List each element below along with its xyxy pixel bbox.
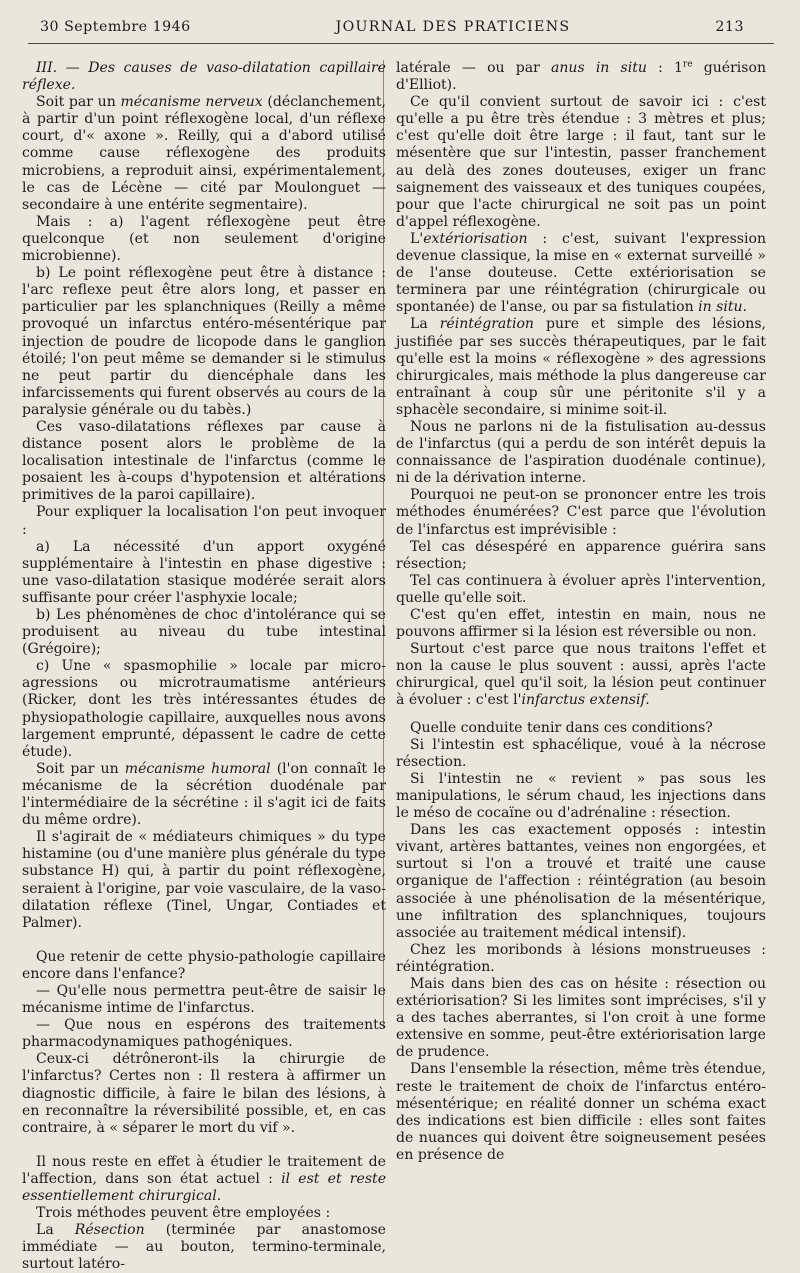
paragraph: Il nous reste en effet à étudier le traitement de l'affection, dans son état actuel : il est et reste essentiellement chirurgical. xyxy=(22,1153,387,1204)
paragraph: Surtout c'est parce que nous traitons l'effet et non la cause le plus souvent : aussi, après l'acte chirurgical, quel qu'il soit, la lésion peut continuer à évoluer : c'est l'infarctus extensif. xyxy=(396,641,766,709)
paragraph: Que retenir de cette physio-pathologie capillaire encore dans l'enfance? xyxy=(22,948,386,982)
paragraph: L'extériorisation : c'est, suivant l'expression devenue classique, la mise en « externat surveillé » de l'anse douteuse. Cette extériorisation se terminera par une réintégration (chirurgicale ou spontanée) de l'anse, ou par sa fistulation in situ. xyxy=(396,230,766,316)
paragraph: Dans les cas exactement opposés : intestin vivant, artères battantes, veines non engorgées, et surtout si l'on a trouvé et traité une cause organique de l'affection : réintégration (au besoin associée à une phénolisation de la mésentérique, une infiltration des splanchniques, toujours associée au traitement médical intensif). xyxy=(396,822,766,941)
paragraph: — Qu'elle nous permettra peut-être de saisir le mécanisme intime de l'infarctus. xyxy=(22,982,386,1017)
issue-date: 30 Septembre 1946 xyxy=(40,19,191,35)
paragraph: Ces vaso-dilatations réflexes par cause à distance posent alors le problème de la localisation intestinale de l'infarctus (comme le posaient les à-coups d'hypotension et altérations primitives de la paroi capillaire). xyxy=(22,418,386,504)
section-heading: III. — Des causes de vaso-dilatation capillaire réflexe. xyxy=(22,60,386,94)
paragraph: Quelle conduite tenir dans ces conditions? xyxy=(410,719,713,736)
paragraph: Pourquoi ne peut-on se prononcer entre les trois méthodes énumérées? C'est parce que l'évolution de l'infarctus est imprévisible : xyxy=(396,487,766,538)
paragraph: Il s'agirait de « médiateurs chimiques » du type histamine (ou d'une manière plus générale du type substance H) qui, à partir du point réflexogène, seraient à l'origine, par voie vasculaire, de la vaso-dilatation réflexe (Tinel, Ungar, Contiades et Palmer). xyxy=(22,829,386,931)
paragraph: C'est qu'en effet, intestin en main, nous ne pouvons affirmer si la lésion est réversible ou non. xyxy=(396,607,766,641)
paragraph: Chez les moribonds à lésions monstrueuses : réintégration. xyxy=(396,941,766,975)
left-column xyxy=(22,60,386,1273)
header-rule xyxy=(28,43,774,44)
right-column xyxy=(396,60,766,1164)
paragraph: Mais : a) l'agent réflexogène peut être quelconque (et non seulement d'origine microbienne). xyxy=(22,213,386,265)
paragraph: Ce qu'il convient surtout de savoir ici : c'est qu'elle a pu être très étendue : 3 mètres et plus; c'est qu'elle doit être large : il faut, tant sur le mésentère que sur l'intestin, passer franchement au delà des zones douteuses, exiger un franc saignement des vaisseaux et des tuniques coupées, pour que l'acte chirurgical ne soit pas un point d'appel réflexogène. xyxy=(396,94,766,230)
page-header xyxy=(40,14,744,40)
paragraph: Nous ne parlons ni de la fistulisation au-dessus de l'infarctus (qui a perdu de son intérêt depuis la connaissance de l'aspiration duodénale continue), ni de la dérivation interne. xyxy=(396,418,766,487)
paragraph: b) Le point réflexogène peut être à distance : l'arc reflexe peut être alors long, et passer en particulier par les splanchniques (Reilly a même provoqué un infarctus entéro-mésentérique par injection de poudre de licopode dans le ganglion étoilé; l'on peut même se demander si le stimulus ne peut partir du diencéphale dans les infarcissements qui furent observés au cours de la paralysie générale ou du tabès.) xyxy=(22,265,386,418)
paragraph: Si l'intestin ne « revient » pas sous les manipulations, le sérum chaud, les injections dans le méso de cocaïne ou d'adrénaline : résection. xyxy=(396,770,766,822)
paragraph: Soit par un mécanisme nerveux (déclanchement, à partir d'un point réflexogène local, d'un réflexe court, d'« axone ». Reilly, qui a d'abord utilisé comme cause réflexogène des produits microbiens, a reproduit ainsi, expérimentalement, le cas de Lécène — cité par Moulonguet — secondaire à une entérite segmentaire). xyxy=(22,94,386,213)
paragraph: Tel cas désespéré en apparence guérira sans résection; xyxy=(396,538,766,572)
paragraph: latérale — ou par anus in situ : 1re guérison d'Elliot). xyxy=(396,59,766,94)
journal-title: JOURNAL DES PRATICIENS xyxy=(335,19,571,35)
paragraph: Mais dans bien des cas on hésite : résection ou extériorisation? Si les limites sont imprécises, s'il y a des taches aberrantes, si l'on croit à une forme extensive en somme, peut-être extériorisation large de prudence. xyxy=(396,975,766,1061)
paragraph: La Résection (terminée par anastomose immédiate — au bouton, termino-terminale, surtout latéro- xyxy=(22,1222,386,1273)
paragraph: Si l'intestin est sphacélique, voué à la nécrose résection. xyxy=(396,736,766,770)
page-number: 213 xyxy=(715,19,744,35)
paragraph: Ceux-ci détrôneront-ils la chirurgie de l'infarctus? Certes non : Il restera à affirmer un diagnostic difficile, à faire le bilan des lésions, à en reconnaître la réversibilité possible, et, en cas contraire, à « séparer le mort du vif ». xyxy=(22,1051,386,1136)
paragraph: b) Les phénomènes de choc d'intolérance qui se produisent au niveau du tube intestinal (Grégoire); xyxy=(22,607,386,658)
paragraph: Trois méthodes peuvent être employées : xyxy=(36,1205,331,1222)
paragraph: Pour expliquer la localisation l'on peut invoquer : xyxy=(22,504,386,538)
paragraph: Soit par un mécanisme humoral (l'on connaît le mécanisme de la sécrétion duodénale par l'intermédiaire de la sécrétine : il s'agit ici de faits du même ordre). xyxy=(22,760,386,829)
paragraph: Tel cas continuera à évoluer après l'intervention, quelle qu'elle soit. xyxy=(396,572,766,606)
paragraph: Dans l'ensemble la résection, même très étendue, reste le traitement de choix de l'infarctus entéro-mésentérique; en réalité donner un schéma exact des indications est bien difficile : elles sont faites de nuances qui doivent être soigneusement pesées en présence de xyxy=(396,1061,766,1163)
paragraph: a) La nécessité d'un apport oxygéné supplémentaire à l'intestin en phase digestive : une vaso-dilatation stasique modérée serait alors suffisante pour créer l'asphyxie locale; xyxy=(22,538,386,606)
paragraph: — Que nous en espérons des traitements pharmacodynamiques pathogéniques. xyxy=(22,1017,386,1051)
paragraph: La réintégration pure et simple des lésions, justifiée par ses succès thérapeutiques, par le fait qu'elle est la moins « réflexogène » des agressions chirurgicales, mais méthode la plus dangereuse car entraînant à coup sûr une péritonite s'il y a sphacèle secondaire, si minime soit-il. xyxy=(396,316,766,418)
paragraph: c) Une « spasmophilie » locale par micro-agressions ou microtraumatisme antérieurs (Ricker, dont les très intéressantes études de physiopathologie capillaire, auxquelles nous avons largement emprunté, dépassent le cadre de cette étude). xyxy=(22,658,386,760)
